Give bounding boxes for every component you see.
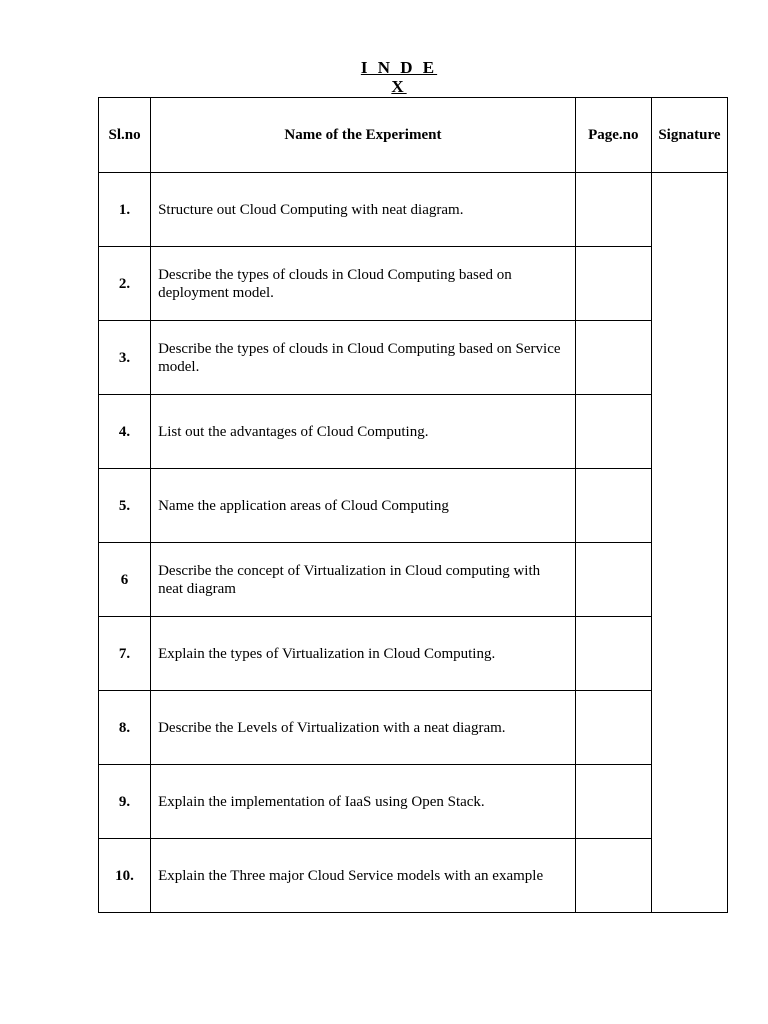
- row-page-no: [575, 691, 651, 765]
- row-page-no: [575, 543, 651, 617]
- row-experiment-name: Name the application areas of Cloud Computing: [151, 469, 576, 543]
- row-sl-no: 8.: [99, 691, 151, 765]
- row-sl-no: 10.: [99, 839, 151, 913]
- header-page-no: Page.no: [575, 98, 651, 173]
- header-sl-no: Sl.no: [99, 98, 151, 173]
- table-row: [99, 543, 728, 617]
- header-signature: Signature: [651, 98, 727, 173]
- table-row: [99, 765, 728, 839]
- signature-cell: [651, 173, 727, 913]
- table-row: [99, 691, 728, 765]
- row-page-no: [575, 247, 651, 321]
- row-experiment-name: Structure out Cloud Computing with neat diagram.: [151, 173, 576, 247]
- table-row: [99, 173, 728, 247]
- row-experiment-name: Describe the types of clouds in Cloud Computing based on deployment model.: [151, 247, 576, 321]
- table-row: [99, 839, 728, 913]
- row-experiment-name: Explain the implementation of IaaS using Open Stack.: [151, 765, 576, 839]
- row-page-no: [575, 839, 651, 913]
- row-experiment-name: List out the advantages of Cloud Computing.: [151, 395, 576, 469]
- row-sl-no: 4.: [99, 395, 151, 469]
- row-page-no: [575, 173, 651, 247]
- row-experiment-name: Explain the Three major Cloud Service models with an example: [151, 839, 576, 913]
- row-sl-no: 9.: [99, 765, 151, 839]
- row-page-no: [575, 469, 651, 543]
- row-sl-no: 6: [99, 543, 151, 617]
- row-sl-no: 7.: [99, 617, 151, 691]
- row-sl-no: 2.: [99, 247, 151, 321]
- row-sl-no: 5.: [99, 469, 151, 543]
- row-experiment-name: Explain the types of Virtualization in Cloud Computing.: [151, 617, 576, 691]
- row-page-no: [575, 321, 651, 395]
- row-page-no: [575, 765, 651, 839]
- table-row: [99, 395, 728, 469]
- table-row: [99, 247, 728, 321]
- row-sl-no: 3.: [99, 321, 151, 395]
- row-experiment-name: Describe the types of clouds in Cloud Computing based on Service model.: [151, 321, 576, 395]
- row-sl-no: 1.: [99, 173, 151, 247]
- row-page-no: [575, 617, 651, 691]
- table-row: [99, 617, 728, 691]
- table-row: [99, 321, 728, 395]
- row-page-no: [575, 395, 651, 469]
- table-row: [99, 469, 728, 543]
- header-experiment-name: Name of the Experiment: [151, 98, 576, 173]
- page-title: I N D E X: [360, 58, 438, 96]
- row-experiment-name: Describe the Levels of Virtualization with a neat diagram.: [151, 691, 576, 765]
- index-table: [98, 97, 728, 913]
- row-experiment-name: Describe the concept of Virtualization in Cloud computing with neat diagram: [151, 543, 576, 617]
- header-row: [99, 98, 728, 173]
